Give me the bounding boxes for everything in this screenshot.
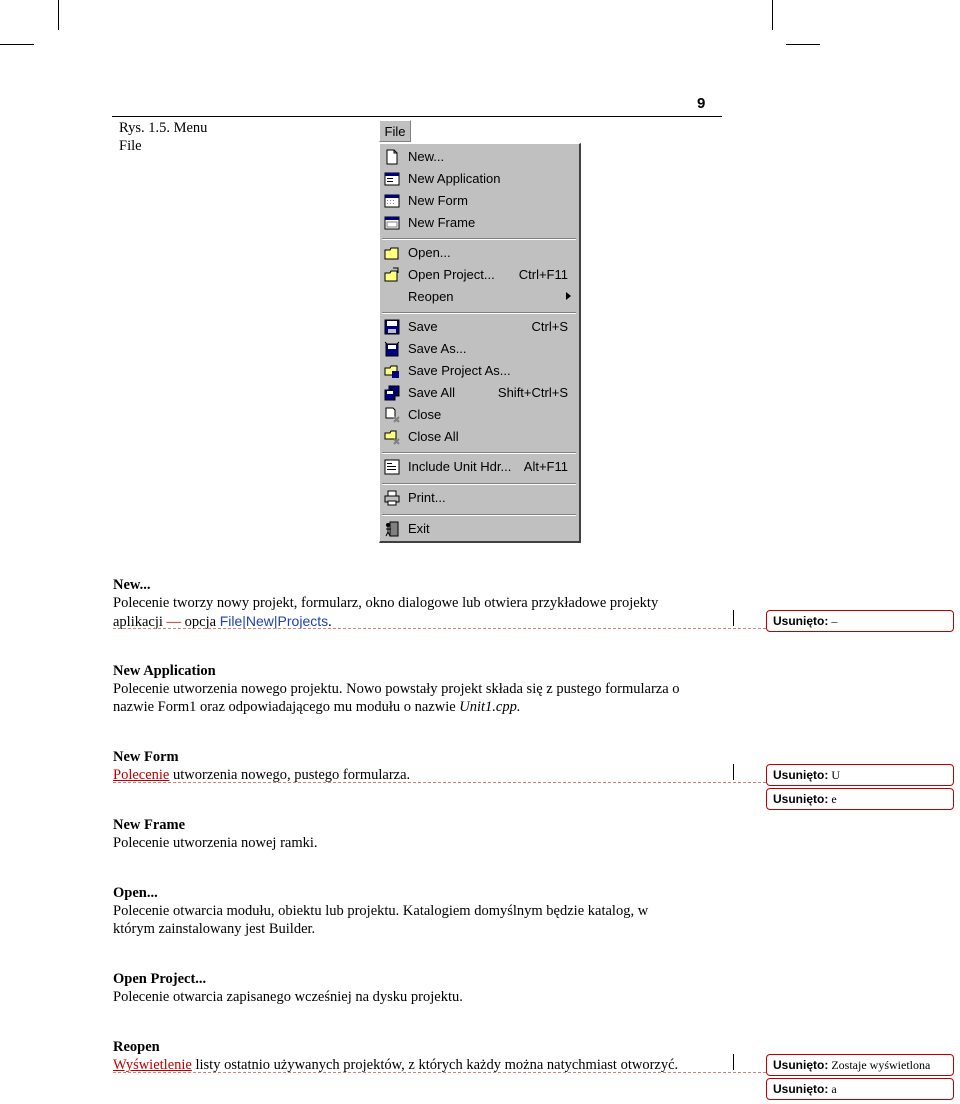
menu-item-reopen[interactable] (380, 286, 578, 308)
menu-item-shortcut: Ctrl+F11 (518, 267, 568, 282)
menu-item-open[interactable] (380, 242, 578, 264)
menu-item-shortcut: Shift+Ctrl+S (497, 385, 568, 400)
menu-item-label: Save Project As... (408, 363, 511, 378)
balloon-text: e (831, 792, 837, 806)
menu-item-label: Save As... (408, 341, 467, 356)
file-menu-dropdown (379, 143, 581, 543)
section-text: Polecenie utworzenia nowego projektu. Nowo powstały projekt składa się z pustego formularza o (113, 681, 680, 697)
exit-door-icon (384, 521, 400, 537)
revision-balloon[interactable] (766, 610, 954, 632)
crop-mark (58, 0, 59, 30)
menu-item-label: Save (408, 319, 438, 334)
section-new (113, 576, 733, 631)
balloon-label: Usunięto: (773, 792, 829, 806)
section-text: Polecenie utworzenia nowej ramki. (113, 835, 318, 851)
page-number: 9 (697, 95, 706, 112)
menu-item-new-form[interactable] (380, 190, 578, 212)
include-unit-icon (384, 459, 400, 475)
text-run: listy (195, 1057, 221, 1073)
menu-separator (382, 312, 576, 314)
open-project-icon (384, 267, 400, 283)
change-bar (733, 764, 734, 780)
revision-balloon[interactable] (766, 1078, 954, 1100)
menu-item-new-frame[interactable] (380, 212, 578, 234)
section-heading: Open Project... (113, 971, 207, 987)
comment-connector (113, 1072, 766, 1073)
text-run: opcja (181, 614, 220, 630)
submenu-arrow-icon (566, 292, 571, 300)
section-open (113, 884, 733, 938)
section-heading: New Frame (113, 817, 186, 833)
section-heading: Reopen (113, 1039, 160, 1055)
deletion-mark: — (166, 614, 182, 630)
text-run: nazwie Form1 oraz odpowiadającego mu modułu o nazwie (113, 699, 460, 715)
file-menu-title[interactable]: File (379, 120, 411, 142)
section-heading: New Form (113, 749, 179, 765)
new-form-icon (384, 193, 400, 209)
text-run: . (328, 614, 332, 630)
crop-mark (772, 0, 773, 30)
menu-item-label: Reopen (408, 289, 454, 304)
menu-item-shortcut: Ctrl+S (531, 319, 568, 334)
save-all-icon (384, 385, 400, 401)
menu-item-save[interactable] (380, 316, 578, 338)
printer-icon (384, 490, 400, 506)
menu-item-label: Exit (408, 521, 430, 536)
section-text: Polecenie otwarcia zapisanego wcześniej na dysku projektu. (113, 989, 463, 1005)
menu-item-label: New... (408, 149, 445, 164)
menu-separator (382, 452, 576, 454)
text-run: aplikacji (113, 614, 167, 630)
section-new-form (113, 748, 733, 784)
figure-caption (119, 119, 207, 155)
new-frame-icon (384, 215, 400, 231)
menu-item-label: Close (408, 407, 442, 422)
caption-line-2: File (119, 138, 142, 154)
menu-item-close[interactable] (380, 404, 578, 426)
new-document-icon (384, 149, 400, 165)
section-reopen (113, 1038, 733, 1074)
save-project-icon (384, 363, 400, 379)
save-as-icon (384, 341, 400, 357)
comment-connector (113, 782, 766, 783)
menu-item-label: New Frame (408, 215, 476, 230)
balloon-text: – (831, 614, 838, 628)
balloon-label: Usunięto: (773, 1082, 829, 1096)
text-run: nowego, pustego formularza. (237, 767, 411, 783)
menu-item-label: Save All (408, 385, 455, 400)
section-heading: New Application (113, 663, 216, 679)
tracked-change-word: Wyświetlenie (113, 1057, 192, 1073)
menu-item-shortcut: Alt+F11 (523, 459, 568, 474)
menu-item-save-as[interactable] (380, 338, 578, 360)
balloon-text: Zostaje wyświetlona (831, 1058, 931, 1072)
save-disk-icon (384, 319, 400, 335)
text-run: utworzenia (173, 767, 238, 783)
section-text (113, 698, 733, 716)
section-new-application (113, 662, 733, 716)
text-run: ostatnio używanych projektów, z których każdy można natychmiast otworzyć. (220, 1057, 679, 1073)
balloon-label: Usunięto: (773, 768, 829, 782)
close-file-icon (384, 407, 400, 423)
menu-separator (382, 238, 576, 240)
close-all-icon (384, 429, 400, 445)
balloon-text: a (831, 1082, 837, 1096)
caption-line-1: Rys. 1.5. Menu (119, 120, 208, 136)
menu-path-link: File|New|Projects (219, 613, 329, 629)
menu-item-new-application[interactable] (380, 168, 578, 190)
menu-item-include-unit-hdr[interactable] (380, 456, 578, 478)
revision-balloon[interactable] (766, 1054, 954, 1076)
menu-separator (382, 514, 576, 516)
section-text: Polecenie tworzy nowy projekt, formularz, okno dialogowe lub otwiera przykładowe projekty (113, 595, 659, 611)
change-bar (733, 1054, 734, 1070)
balloon-label: Usunięto: (773, 614, 829, 628)
revision-balloon[interactable] (766, 788, 954, 810)
comment-connector (113, 628, 766, 629)
file-name: Unit1.cpp. (459, 699, 521, 715)
menu-item-save-all[interactable] (380, 382, 578, 404)
menu-item-exit[interactable] (380, 518, 578, 540)
menu-item-save-project-as[interactable] (380, 360, 578, 382)
section-new-frame (113, 816, 733, 852)
menu-separator (382, 483, 576, 485)
header-rule (112, 116, 722, 117)
revision-balloon[interactable] (766, 764, 954, 786)
section-heading: Open... (113, 885, 158, 901)
menu-item-new[interactable] (380, 146, 578, 168)
section-text: Polecenie otwarcia modułu, obiektu lub projektu. Katalogiem domyślnym będzie katalog, w (113, 903, 649, 919)
menu-item-label: Print... (408, 490, 446, 505)
balloon-label: Usunięto: (773, 1058, 829, 1072)
menu-item-print[interactable] (380, 487, 578, 509)
menu-item-open-project[interactable] (380, 264, 578, 286)
menu-item-label: Open... (408, 245, 451, 260)
crop-mark (786, 44, 820, 45)
menu-item-label: Open Project... (408, 267, 495, 282)
menu-item-label: Include Unit Hdr... (408, 459, 512, 474)
menu-item-label: New Application (408, 171, 501, 186)
open-folder-icon (384, 245, 400, 261)
menu-item-label: New Form (408, 193, 468, 208)
new-application-icon (384, 171, 400, 187)
change-bar (733, 610, 734, 626)
section-text: którym zainstalowany jest Builder. (113, 921, 316, 937)
menu-item-label: Close All (408, 429, 459, 444)
section-heading: New... (113, 577, 151, 593)
crop-mark (0, 44, 34, 45)
balloon-text: U (831, 768, 841, 782)
menu-item-close-all[interactable] (380, 426, 578, 448)
tracked-change-word: Polecenie (113, 767, 170, 783)
section-open-project (113, 970, 733, 1006)
